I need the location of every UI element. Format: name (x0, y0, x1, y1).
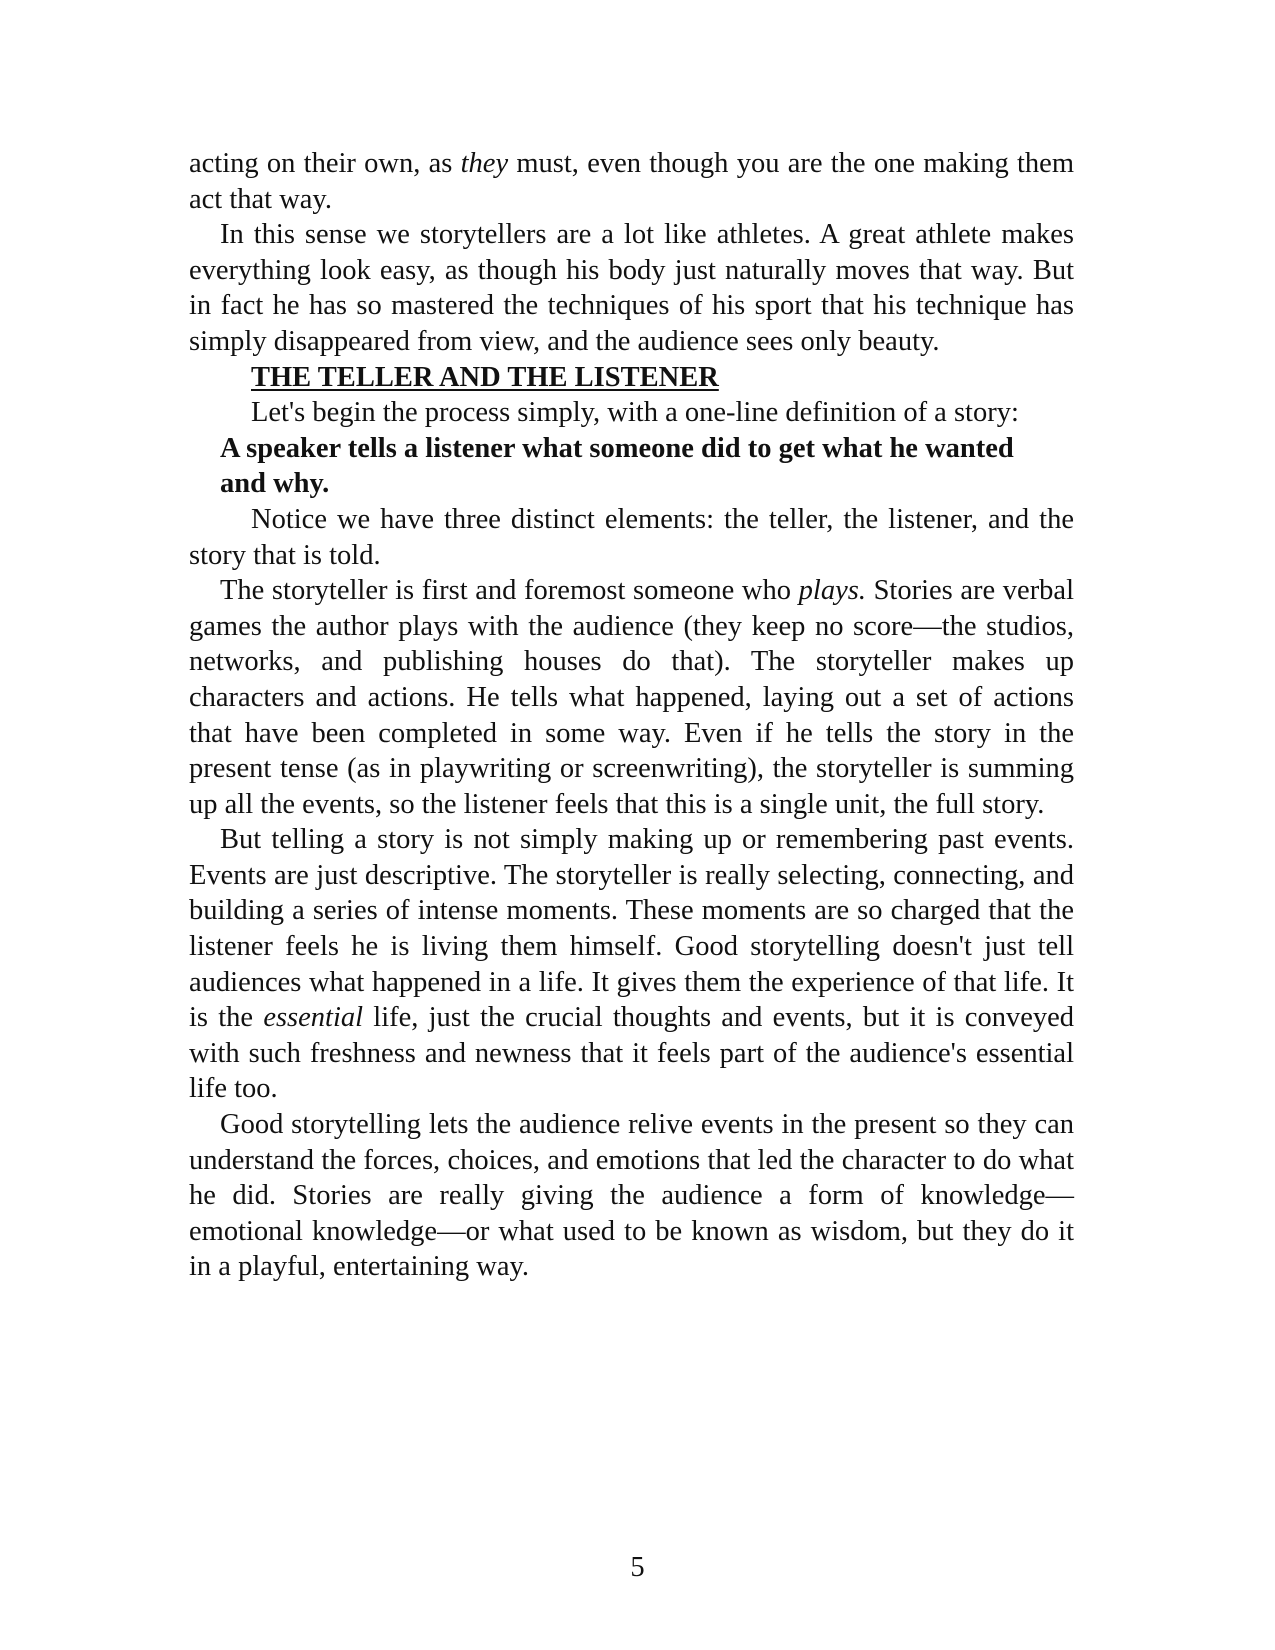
paragraph-text: But telling a story is not simply making up or remembering past events. Events are just descriptive. The storyteller is really selecting, connecting, and building a series of intense moments. These moments are so charged that the listener feels he is living them himself. Good storytelling doesn't just tell audiences what happened in a life. It gives them the experience of that life. It is the (189, 824, 1074, 1034)
paragraph-text: life, just the crucial thoughts and events, but it is conveyed with such freshness and newness that it feels part of the audience's essential life too. (189, 1002, 1075, 1105)
story-definition-line1: A speaker tells a listener what someone did to get what he wanted (220, 432, 1014, 464)
paragraph-text: The storyteller is first and foremost someone who (220, 575, 799, 607)
paragraph-text: must, even though you are the one making them act that way. (189, 148, 1074, 215)
paragraph-text: acting on their own, as (189, 148, 461, 179)
section-heading: THE TELLER AND THE LISTENER (251, 361, 719, 393)
emphasis-essential: essential (263, 1002, 364, 1034)
paragraph-wisdom: Good storytelling lets the audience relive events in the present so they can understand the forces, choices, and emotions that led the character to do what he did. Stories are really giving the audience a form of knowledge—emotional knowledge—or what used to be known as wisdom, but they do it in a playful, entertaining way. (189, 1109, 1074, 1283)
paragraph-three-elements: Notice we have three distinct elements: the teller, the listener, and the story that is told. (189, 503, 1074, 571)
paragraph-athletes: In this sense we storytellers are a lot like athletes. A great athlete makes everything look easy, as though his body just naturally moves that way. But in fact he has so mastered the techniques of his sport that his technique has simply disappeared from view, and the audience sees only beauty. (189, 219, 1074, 357)
emphasis-they: they (460, 148, 509, 179)
paragraph-continuation (189, 146, 1074, 217)
story-definition-line2: and why. (220, 468, 330, 500)
page-body (189, 146, 1074, 1285)
paragraph-intense-moments (189, 822, 1074, 1107)
emphasis-plays: plays. (798, 575, 866, 607)
paragraph-text: Stories are verbal games the author plays with the audience (they keep no score—the studios, networks, and publishing houses do that). The storyteller makes up characters and actions. He tells what happened, laying out a set of actions that have been completed in some way. Even if he tells the story in the present tense (as in playwriting or screenwriting), the storyteller is summing up all the events, so the listener feels that this is a single unit, the full story. (189, 575, 1075, 820)
page-number: 5 (630, 1552, 645, 1583)
paragraph-storyteller-plays (189, 573, 1074, 822)
paragraph-intro-definition: Let's begin the process simply, with a one-line definition of a story: (251, 397, 1019, 429)
